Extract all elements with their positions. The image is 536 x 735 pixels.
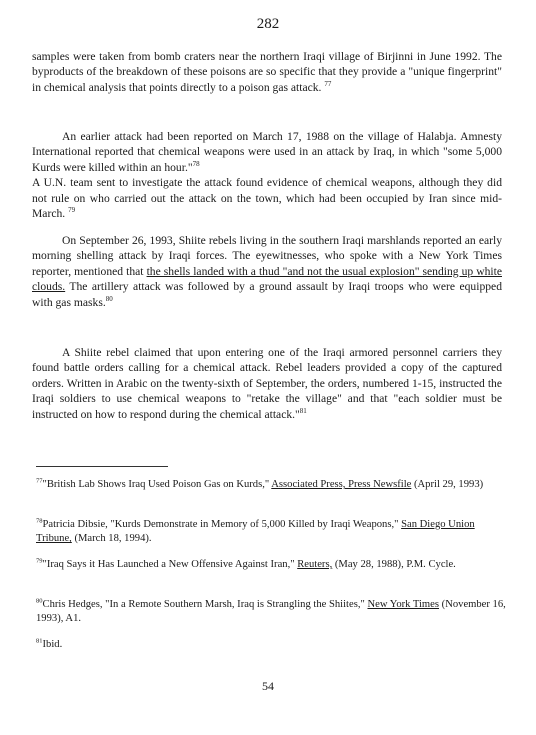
footnote-source: New York Times <box>367 599 440 610</box>
footnote-ref-77: 77 <box>324 79 332 88</box>
footnote-79 <box>36 558 506 572</box>
footnote-text: Ibid. <box>42 639 63 650</box>
bottom-page-number: 54 <box>262 679 274 693</box>
paragraph-3-underlined: the shells landed with a thud "and not the usual explosion" sending up white clouds. <box>32 264 502 294</box>
footnote-ref-80: 80 <box>105 294 113 303</box>
footnote-text: Patricia Dibsie, "Kurds Demonstrate in Memory of 5,000 Killed by Iraqi Weapons," <box>42 519 399 530</box>
footnote-text: Chris Hedges, "In a Remote Southern Marsh, Iraq is Strangling the Shiites," <box>42 599 365 610</box>
footnote-source: Reuters, <box>297 559 333 570</box>
footnote-source: Associated Press, Press Newsfile <box>271 479 412 490</box>
footnote-source: San Diego Union Tribune, <box>36 519 475 545</box>
footnote-number: 80 <box>36 597 43 605</box>
footnote-divider <box>36 466 168 467</box>
paragraph-2-text: An earlier attack had been reported on March 17, 1988 on the village of Halabja. Amnesty International reported that chemical weapons were used in an attack by Iraq, in which "some 5,000 Kurds were killed within an hour." <box>32 130 502 174</box>
footnote-78 <box>36 518 506 546</box>
footnote-date: (November 16, 1993), A1. <box>36 599 506 625</box>
paragraph-1 <box>32 49 502 95</box>
footnote-ref-79: 79 <box>68 206 76 215</box>
paragraph-2 <box>32 129 502 221</box>
footnote-date: (March 18, 1994). <box>74 533 152 545</box>
footnote-number: 78 <box>36 517 43 525</box>
paragraph-3-text-a: On September 26, 1993, Shiite rebels living in the southern Iraqi marshlands reported an early morning shelling attack by Iraqi forces. The eyewitnesses, who spoke with a New York Times reporter, mentioned that <box>32 234 502 278</box>
footnote-text: "Iraq Says it Has Launched a New Offensive Against Iran," <box>42 559 295 570</box>
paragraph-4 <box>32 345 502 422</box>
footnote-number: 81 <box>36 637 43 645</box>
footnote-77 <box>36 478 506 492</box>
footnote-81 <box>36 638 506 652</box>
paragraph-1-text: samples were taken from bomb craters near the northern Iraqi village of Birjinni in June 1992. The byproducts of the breakdown of these poisons are so specific that they provide a "unique fingerprint" in chemical analysis that points directly to a poison gas attack. <box>32 50 502 94</box>
footnote-ref-81: 81 <box>299 406 307 415</box>
footnote-ref-78: 78 <box>192 159 200 168</box>
footnote-date: (May 28, 1988), P.M. Cycle. <box>334 559 456 570</box>
top-page-number: 282 <box>256 16 280 32</box>
paragraph-2-text-continued: A U.N. team sent to investigate the attack found evidence of chemical weapons, although they did not rule on who carried out the attack on the town, which had been occupied by Iran since mid-March. <box>32 176 502 221</box>
paragraph-4-text: A Shiite rebel claimed that upon entering one of the Iraqi armored personnel carriers they found battle orders calling for a chemical attack. Rebel leaders provided a copy of the captured orders. Written in Arabic on the twenty-sixth of September, the orders, numbered 1-15, instructed the Iraqi soldiers to use chemical weapons to "retake the village" and that "each soldier must be instructed on how to respond during the chemical attack." <box>32 346 502 421</box>
footnote-80 <box>36 598 506 626</box>
footnote-number: 79 <box>36 557 43 565</box>
footnote-date: (April 29, 1993) <box>414 479 484 490</box>
paragraph-3-text-b: The artillery attack was followed by a ground assault by Iraqi troops who were equipped with gas masks. <box>32 280 502 309</box>
footnote-number: 77 <box>36 477 43 485</box>
paragraph-3 <box>32 233 502 310</box>
footnote-text: "British Lab Shows Iraq Used Poison Gas on Kurds," <box>42 479 270 490</box>
